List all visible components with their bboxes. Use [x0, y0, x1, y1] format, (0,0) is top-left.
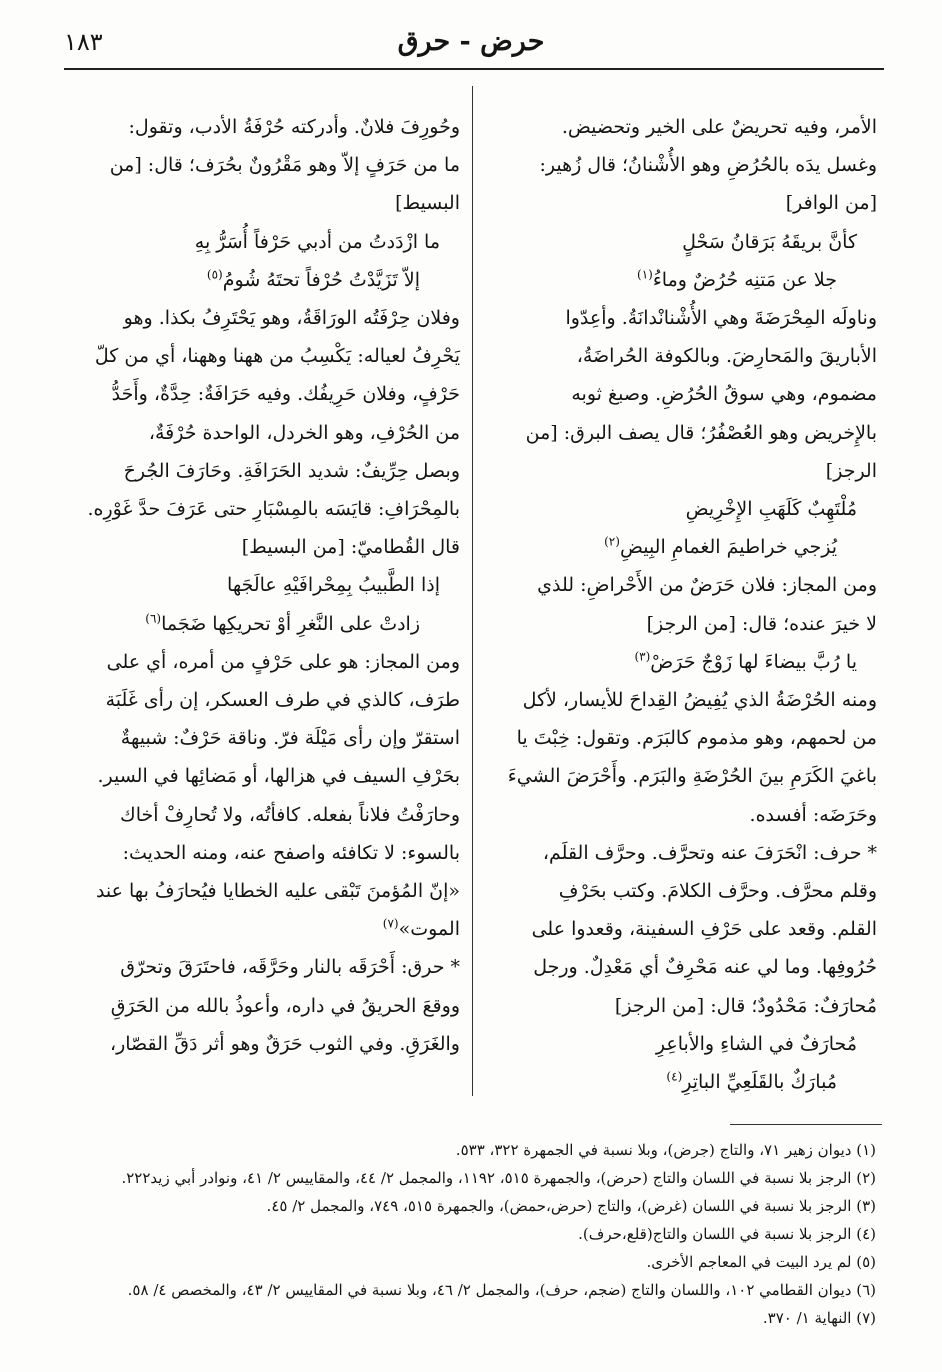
text-line: مُحارَفٌ: مَحْدُودٌ؛ قال: [من الرجز] [614, 994, 877, 1017]
text-line: والغَرَقِ. وفي الثوب حَرَقٌ وهو أثر دَقِّ القصّار، [109, 1032, 460, 1055]
text-line: * حرف: انْحَرَفَ عنه وتحرَّف. وحرَّف القلَم، [542, 841, 877, 864]
text-line: الرجز] [825, 459, 877, 482]
text-line: طرَف، كالذي في طرف العسكر، إن رأى غَلَبَة [105, 689, 460, 712]
left-column [64, 108, 460, 1063]
text-line: بالمِحْرَافِ: قايَسَه بالمِسْبَارِ حتى عَرَفَ حدَّ غَوْرِه. [87, 498, 460, 521]
text-line: البسيط] [395, 192, 460, 215]
text-line: «إنّ المُؤمنَ تَبْقى عليه الخطايا فيُحارَفُ بها عند [95, 880, 460, 903]
footnote: (١) ديوان زهير ٧١، والتاج (جرض)، وبلا نسبة في الجمهرة ٣٢٢، ٥٣٣. [455, 1141, 876, 1159]
text-line: وحارَفْتُ فلاناً بفعله. كافأتُه، ولا تُحارِفْ أخاك [120, 803, 460, 826]
text-line: وبصل حِرِّيفٌ: شديد الحَرَافَةِ. وحَارَفَ الجُرحَ [123, 459, 460, 482]
header-rule [64, 68, 884, 70]
text-line: القلم. وقعد على حَرْفِ السفينة، وقعدوا على [531, 918, 877, 941]
text-line: الموت»$^{(٧)}$ [382, 916, 460, 941]
text-line: وحُورِفَ فلانٌ. وأدركته حُرْفَةُ الأدب، وتقول: [128, 116, 460, 138]
text-line: ومن المجاز: هو على حَرْفٍ من أمره، أي على [106, 650, 460, 673]
text-line: باغيَ الكَرَمِ بينَ الحُرْضَةِ والبَرَم. وأَحْرَضَ الشيءَ [507, 765, 877, 788]
verse-line: يا رُبَّ بيضاءَ لها زَوْجٌ حَرَضْ$^{(٣)}$ [634, 649, 857, 673]
page-number: ١٨٣ [64, 28, 103, 56]
text-line: حَرْفٍ، وفلان حَرِيفُك. وفيه حَرَافَةٌ: حِدَّةٌ، وأَحَدُّ [111, 383, 460, 406]
verse-line: إلاّ تَزَيَّدْتُ حُرْفاً تحتَهُ شُومُ$^{(٥)}$ [206, 267, 420, 291]
text-line: بالإِخريض وهو العُصْفُرُ؛ قال يصف البرق: [من [525, 421, 877, 444]
text-line: من الحُرْفِ، وهو الخردل، الواحدة حُرْفَةٌ، [148, 421, 460, 444]
text-line: [من الوافر] [785, 192, 877, 215]
footnote-ref: (٢) [604, 534, 620, 549]
footnote: (٥) لم يرد البيت في المعاجم الأخرى. [646, 1253, 876, 1271]
text-line: قال القُطاميّ: [من البسيط] [241, 536, 460, 559]
footnote-ref: (٥) [206, 267, 223, 282]
text-line: لا خيرَ عنده؛ قال: [من الرجز] [646, 612, 877, 635]
right-column [492, 108, 877, 1101]
footnote: (٦) ديوان القطامي ١٠٢، واللسان والتاج (ضجم، حرف)، والمجمل ٢/ ٤٦، وبلا نسبة في المقاييس ٢/ ٤٣، والمخصص ٤/ ٥٨. [127, 1281, 876, 1299]
footnote-ref: (٣) [634, 649, 651, 664]
footnote-ref: (٤) [666, 1069, 683, 1084]
text-line: يَحْرِفُ لعياله: يَكْسِبُ من ههنا وههنا، أي من كلّ [94, 345, 460, 368]
text-line: مضموم، وهي سوقُ الحُرُضِ. وصبغ ثوبه [571, 383, 877, 406]
text-line: وحَرَضَه: أفسده. [749, 803, 877, 826]
text-line: حُرُوفِها. وما لي عنه مَحْرِفٌ أي مَعْدِلٌ. ورجل [533, 956, 877, 979]
text-line: استقرّ وإن رأى مَيْلَة فرّ. وناقة حَرْفٌ: شبيهةٌ [120, 727, 460, 750]
verse-line: مُحارَفٌ في الشاءِ والأباعِرِ [655, 1032, 857, 1055]
text-line: ومنه الحُرْضَةُ الذي يُفِيضُ القِداحَ للأيسار، لأكل [522, 689, 877, 712]
verse-line: مُلْتَهِبٌ كَلَهَبِ الإِخْرِيضِ [685, 498, 857, 521]
text-line: بالسوء: لا تكافئه واصفح عنه، ومنه الحديث: [122, 841, 460, 864]
verse-line: يُزجي خراطيمَ الغمامِ البِيضِ$^{(٢)}$ [604, 534, 837, 559]
text-line: وغسل يدَه بالحُرُضِ وهو الأُشْنانُ؛ قال زُهير: [539, 154, 877, 177]
footnote: (٤) الرجز بلا نسبة في اللسان والتاج(قلع،حرف). [578, 1225, 876, 1243]
text-line: ووقعَ الحريقُ في داره، وأعوذُ بالله من الحَرَقِ [110, 994, 460, 1017]
text-line: بحَرْفِ السيف في هزالها، أو مَضائِها في السير. [97, 765, 460, 788]
verse-line: جلا عن مَتنِه حُرُضٌ وماءُ$^{(١)}$ [637, 267, 837, 291]
column-divider [472, 86, 473, 1096]
text-line: وناولَه المِحْرَضَةَ وهي الأُشْنانْدانَةُ. وأعِدّوا [565, 307, 877, 330]
verse-line: كأنَّ بريقَهُ بَرَقانُ سَحْلٍ [682, 230, 857, 253]
text-line: ما من حَرَفٍ إلاّ وهو مَقْرُونٌ بحُرَف؛ قال: [من [109, 154, 460, 177]
verse-line: إذا الطَّبيبُ بِمِحْرافَيْهِ عالَجَها [227, 574, 440, 597]
text-line: * حرق: أَحْرَقَه بالنار وحَرَّقَه، فاحتَرَقَ وتحرّق [120, 956, 460, 979]
verse-line: زادتْ على النَّغرِ أوْ تحريكِها ضَجَما$^{(٦)}$ [145, 611, 420, 635]
text-line: وقلم محرَّف. وحرَّف الكلامَ. وكتب بحَرْفِ [558, 880, 877, 903]
footnote-ref: (٦) [145, 611, 162, 626]
footnote-rule [730, 1124, 882, 1125]
footnote: (٣) الرجز بلا نسبة في اللسان (غرض)، والتاج (حرض،حمض)، والجمهرة ٥١٥، ٧٤٩، والمجمل ٢/ ٤٥. [266, 1197, 876, 1215]
text-line: من لحمهم، وهو مذموم كالبَرَم. وتقول: خِبْتَ يا [516, 727, 877, 750]
text-line: الأباريقَ والمَحارِضَ. وبالكوفة الحُراضَةُ، [576, 345, 877, 368]
verse-line: مُبارَكٌ بالقَلَعِيِّ الباتِرِ$^{(٤)}$ [666, 1069, 837, 1094]
verse-line: ما ازْدَدتُ من أدبي حَرْفاً أُسَرُّ بِهِ [194, 230, 440, 253]
text-line: ومن المجاز: فلان حَرَضٌ من الأَحْراضِ: للذي [537, 574, 877, 597]
running-title: حرض - حرق [397, 26, 545, 57]
text-line: الأمر، وفيه تحريضٌ على الخير وتحضيض. [561, 116, 877, 138]
text-line: وفلان حِرْفَتُه الورَاقَةُ، وهو يَحْتَرِفُ بكذا. وهو [123, 307, 460, 330]
footnote: (٧) النهاية ١/ ٣٧٠. [762, 1309, 876, 1327]
footnote-ref: (٧) [382, 916, 399, 931]
footnote-ref: (١) [637, 267, 653, 282]
footnotes [64, 1136, 876, 1332]
footnote: (٢) الرجز بلا نسبة في اللسان والتاج (حرض)، والجمهرة ٥١٥، ١١٩٢، والمجمل ٢/ ٤٤، والمقاييس ٢/ ٤١، ونوادر أبي زيد٢٢٢. [121, 1169, 876, 1187]
